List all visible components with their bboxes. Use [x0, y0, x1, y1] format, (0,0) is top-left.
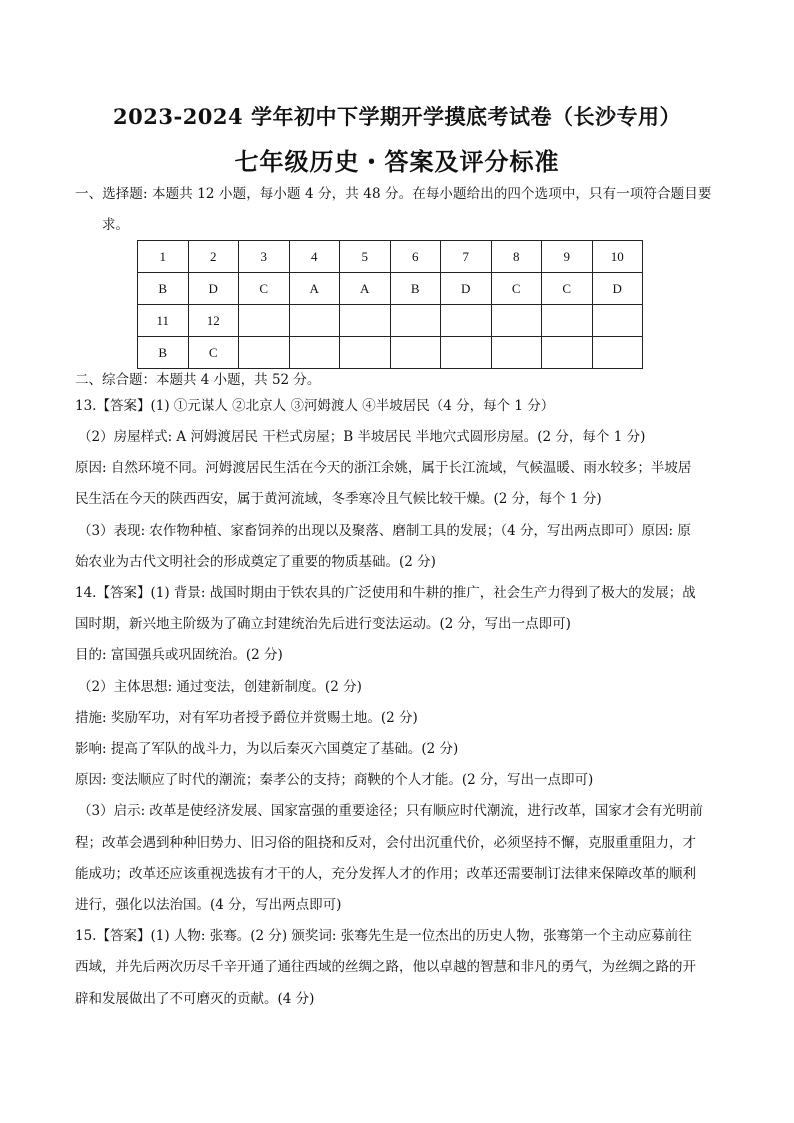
answer-line: （2）房屋样式: A 河姆渡居民 干栏式房屋；B 半坡居民 半地穴式圆形房屋。(2 分，每个 1 分)	[78, 429, 646, 445]
answer-line: 西域，并先后两次历尽千辛开通了通往西域的丝绸之路，他以卓越的智慧和非凡的勇气，为丝绸之路的开	[75, 959, 696, 975]
answer-table-cell	[542, 337, 593, 369]
answer-table-cell: 2	[188, 241, 239, 273]
answer-table-cell	[289, 337, 340, 369]
answer-table-cell	[390, 337, 441, 369]
answer-table-cell: 1	[138, 241, 189, 273]
answer-table-cell: 9	[542, 241, 593, 273]
answer-line: 原因: 变法顺应了时代的潮流；秦孝公的支持；商鞅的个人才能。(2 分，写出一点即可)	[75, 772, 594, 788]
answer-table-cell: B	[138, 273, 189, 305]
answer-table-cell: 8	[491, 241, 542, 273]
answer-table-cell	[441, 305, 492, 337]
answer-table-cell: B	[390, 273, 441, 305]
answer-table-row	[138, 241, 643, 273]
answer-table-row	[138, 337, 643, 369]
answer-table-cell: A	[340, 273, 391, 305]
answer-line: （2）主体思想: 通过变法，创建新制度。(2 分)	[78, 679, 362, 695]
answer-line: 进行，强化以法治国。(4 分，写出两点即可)	[75, 897, 342, 913]
answer-table-cell: B	[138, 337, 189, 369]
answer-table-cell: 3	[239, 241, 290, 273]
answer-table-cell	[390, 305, 441, 337]
answer-table-cell: 5	[340, 241, 391, 273]
page-subtitle: 七年级历史・答案及评分标准	[234, 147, 560, 176]
answer-table-cell: C	[239, 273, 290, 305]
answer-table-cell: C	[491, 273, 542, 305]
answer-table-cell	[239, 337, 290, 369]
answer-line: 程；改革会遇到种种旧势力、旧习俗的阻挠和反对，会付出沉重代价，必须坚持不懈，克服重重阻力，才	[75, 835, 696, 851]
page-title: 2023-2024 学年初中下学期开学摸底考试卷（长沙专用）	[113, 104, 681, 129]
answer-table-cell: C	[188, 337, 239, 369]
answer-table-cell: 10	[592, 241, 643, 273]
answer-table-cell: 7	[441, 241, 492, 273]
answer-line: （3）启示: 改革是使经济发展、国家富强的重要途径；只有顺应时代潮流，进行改革，国家才会有光明前	[78, 803, 703, 819]
answer-line: 目的: 富国强兵或巩固统治。(2 分)	[75, 647, 283, 663]
answer-table-cell: 4	[289, 241, 340, 273]
answer-line: 辟和发展做出了不可磨灭的贡献。(4 分)	[75, 991, 315, 1007]
answer-table-cell: 12	[188, 305, 239, 337]
answer-table-cell: 6	[390, 241, 441, 273]
section1-instructions-cont: 求。	[102, 217, 129, 233]
answer-table-cell: A	[289, 273, 340, 305]
answer-table-cell	[592, 305, 643, 337]
answer-table-cell	[340, 337, 391, 369]
answer-line: （3）表现: 农作物种植、家畜饲养的出现以及聚落、磨制工具的发展；（4 分，写出两点即可）原因: 原	[78, 523, 691, 539]
answer-table-cell	[542, 305, 593, 337]
answer-line: 13.【答案】(1) ①元谋人 ②北京人 ③河姆渡人 ④半坡居民（4 分，每个 1 分）	[75, 398, 555, 414]
answer-table-cell: D	[592, 273, 643, 305]
answer-table-row	[138, 305, 643, 337]
answer-table-cell: D	[188, 273, 239, 305]
answer-table-cell	[239, 305, 290, 337]
section1-instructions: 一、选择题: 本题共 12 小题，每小题 4 分，共 48 分。在每小题给出的四个选项中，只有一项符合题目要	[75, 186, 712, 202]
answer-table-cell	[340, 305, 391, 337]
answer-line: 国时期，新兴地主阶级为了确立封建统治先后进行变法运动。(2 分，写出一点即可)	[75, 616, 571, 632]
answer-table-cell	[491, 337, 542, 369]
answer-table-cell	[592, 337, 643, 369]
answer-table-cell: C	[542, 273, 593, 305]
answer-table-cell: 11	[138, 305, 189, 337]
answer-table	[137, 240, 643, 369]
answer-line: 民生活在今天的陕西西安，属于黄河流域，冬季寒冷且气候比较干燥。(2 分，每个 1 分)	[75, 491, 602, 507]
answer-line: 能成功；改革还应该重视选拔有才干的人，充分发挥人才的作用；改革还需要制订法律来保障改革的顺利	[75, 866, 696, 882]
answer-line: 原因: 自然环境不同。河姆渡居民生活在今天的浙江余姚，属于长江流域，气候温暖、雨水较多；半坡居	[75, 460, 692, 476]
answer-table-cell	[491, 305, 542, 337]
answer-line: 影响: 提高了军队的战斗力，为以后秦灭六国奠定了基础。(2 分)	[75, 741, 459, 757]
answer-table-row	[138, 273, 643, 305]
answer-table-cell: D	[441, 273, 492, 305]
answer-line: 措施: 奖励军功，对有军功者授予爵位并赏赐土地。(2 分)	[75, 710, 418, 726]
answer-line: 始农业为古代文明社会的形成奠定了重要的物质基础。(2 分)	[75, 554, 436, 570]
section2-heading: 二、综合题：本题共 4 小题，共 52 分。	[75, 372, 321, 388]
answer-line: 14.【答案】(1) 背景: 战国时期由于铁农具的广泛使用和牛耕的推广，社会生产力得到了极大的发展；战	[75, 585, 696, 601]
answer-table-cell	[289, 305, 340, 337]
answer-line: 15.【答案】(1) 人物: 张骞。(2 分) 颁奖词: 张骞先生是一位杰出的历史人物，张骞第一个主动应募前往	[75, 928, 692, 944]
answer-table-cell	[441, 337, 492, 369]
